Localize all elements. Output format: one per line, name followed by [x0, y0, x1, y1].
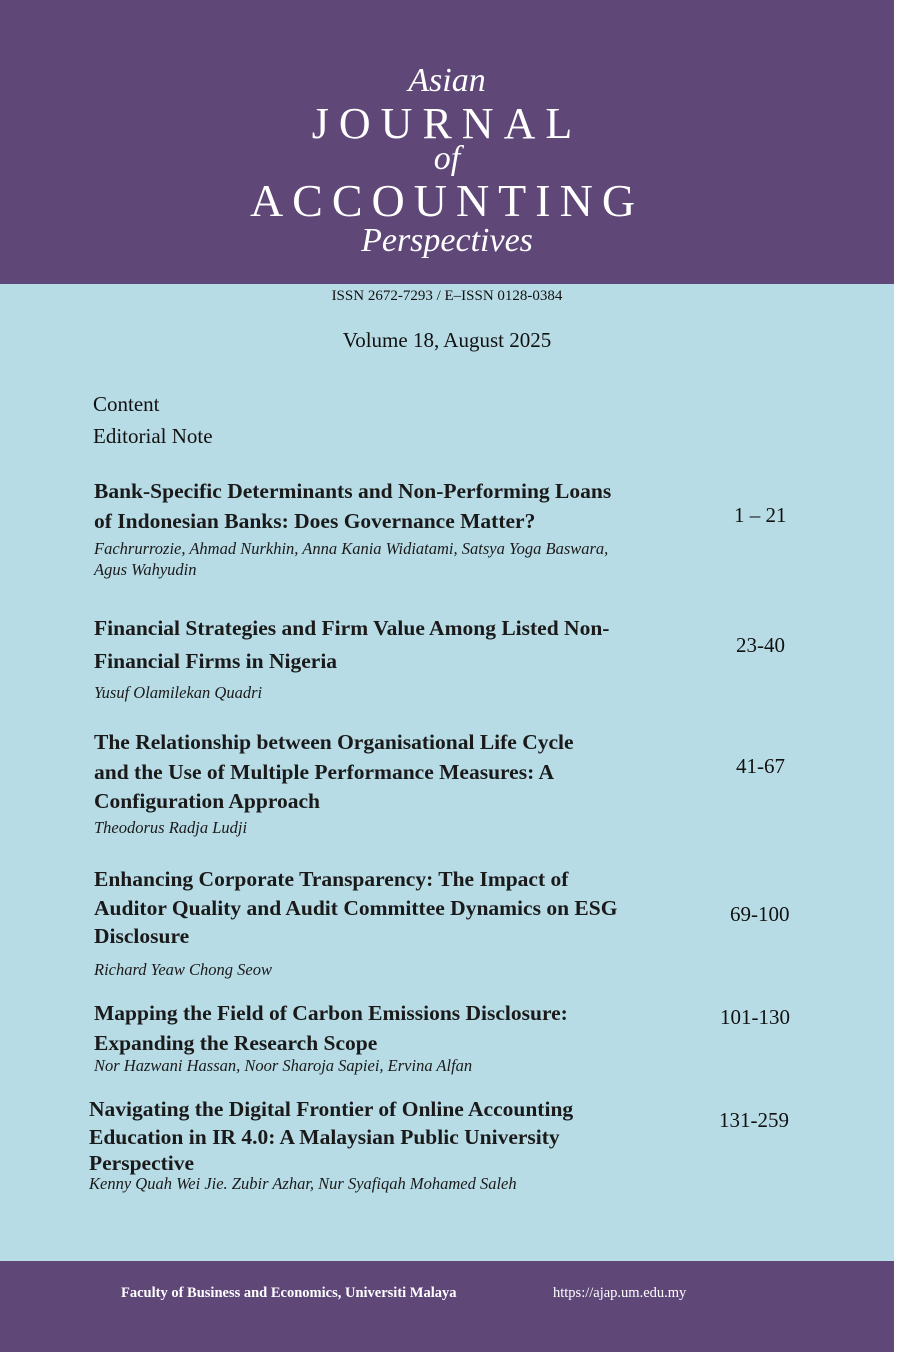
- article-pages: 1 – 21: [734, 503, 787, 527]
- article-authors-line: Agus Wahyudin: [94, 560, 197, 579]
- article-pages: 23-40: [736, 633, 785, 657]
- title-of: of: [433, 140, 461, 177]
- article-title: [94, 865, 714, 951]
- article-authors: [94, 1055, 714, 1076]
- article-title: [94, 612, 714, 678]
- article-authors-line: Yusuf Olamilekan Quadri: [94, 683, 263, 702]
- article-title-line: Education in IR 4.0: A Malaysian Public University: [89, 1125, 560, 1149]
- article-authors-line: Richard Yeaw Chong Seow: [94, 959, 272, 979]
- title-asian: Asian: [408, 62, 486, 99]
- article-authors-line: Theodorus Radja Ludji: [94, 817, 248, 837]
- article-title-line: Financial Strategies and Firm Value Among Listed Non-: [94, 616, 610, 640]
- title-journal: JOURNAL: [311, 99, 583, 148]
- article-title-line: Disclosure: [94, 924, 190, 948]
- article-pages: 69-100: [730, 902, 790, 926]
- article-title-line: Perspective: [89, 1151, 195, 1175]
- editorial-note[interactable]: Editorial Note: [93, 424, 213, 448]
- article-entry[interactable]: [94, 998, 714, 1076]
- article-entry[interactable]: [94, 865, 714, 980]
- article-title-line: and the Use of Multiple Performance Measures: A: [94, 759, 554, 784]
- cover-header: [0, 0, 894, 284]
- article-authors: [89, 1175, 714, 1193]
- article-entry[interactable]: [89, 1095, 714, 1193]
- article-title-line: Navigating the Digital Frontier of Online Accounting: [89, 1097, 574, 1121]
- article-title: [89, 1095, 714, 1175]
- journal-url[interactable]: https://ajap.um.edu.my: [553, 1285, 687, 1301]
- article-authors-line: Nor Hazwani Hassan, Noor Sharoja Sapiei, Ervina Alfan: [94, 1056, 473, 1075]
- title-accounting: ACCOUNTING: [249, 175, 645, 226]
- article-authors: [94, 959, 714, 980]
- article-authors: [94, 817, 714, 838]
- article-pages: 41-67: [736, 754, 785, 778]
- article-entry[interactable]: [94, 612, 714, 703]
- article-title-line: Bank-Specific Determinants and Non-Performing Loans: [94, 479, 612, 503]
- article-authors: [94, 538, 714, 580]
- contents-label: Content: [93, 392, 160, 416]
- volume: Volume 18, August 2025: [342, 328, 552, 352]
- article-title-line: The Relationship between Organisational Life Cycle: [94, 730, 574, 754]
- article-entry[interactable]: [94, 476, 714, 580]
- article-title-line: Mapping the Field of Carbon Emissions Disclosure:: [94, 1001, 568, 1025]
- article-title-line: Financial Firms in Nigeria: [94, 649, 338, 673]
- article-title: [94, 476, 714, 536]
- article-title-line: Enhancing Corporate Transparency: The Impact of: [94, 867, 569, 891]
- article-title-line: Auditor Quality and Audit Committee Dynamics on ESG: [94, 895, 618, 920]
- article-title-line: Expanding the Research Scope: [94, 1031, 378, 1055]
- article-pages: 131-259: [719, 1108, 789, 1132]
- article-title-line: Configuration Approach: [94, 789, 320, 813]
- issn: ISSN 2672-7293 / E–ISSN 0128-0384: [331, 288, 563, 304]
- article-entry[interactable]: [94, 728, 714, 838]
- publisher-faculty: Faculty of Business and Economics, Universiti Malaya: [121, 1285, 457, 1301]
- title-perspectives: Perspectives: [361, 222, 533, 259]
- article-authors-line: Fachrurrozie, Ahmad Nurkhin, Anna Kania Widiatami, Satsya Yoga Baswara,: [94, 539, 609, 558]
- article-title: [94, 998, 714, 1058]
- article-title-line: of Indonesian Banks: Does Governance Matter?: [94, 509, 536, 533]
- article-title: [94, 728, 714, 817]
- article-authors: [94, 682, 714, 703]
- article-authors-line: Kenny Quah Wei Jie. Zubir Azhar, Nur Syafiqah Mohamed Saleh: [89, 1174, 517, 1193]
- cover-footer: [0, 1261, 894, 1352]
- article-pages: 101-130: [720, 1005, 790, 1029]
